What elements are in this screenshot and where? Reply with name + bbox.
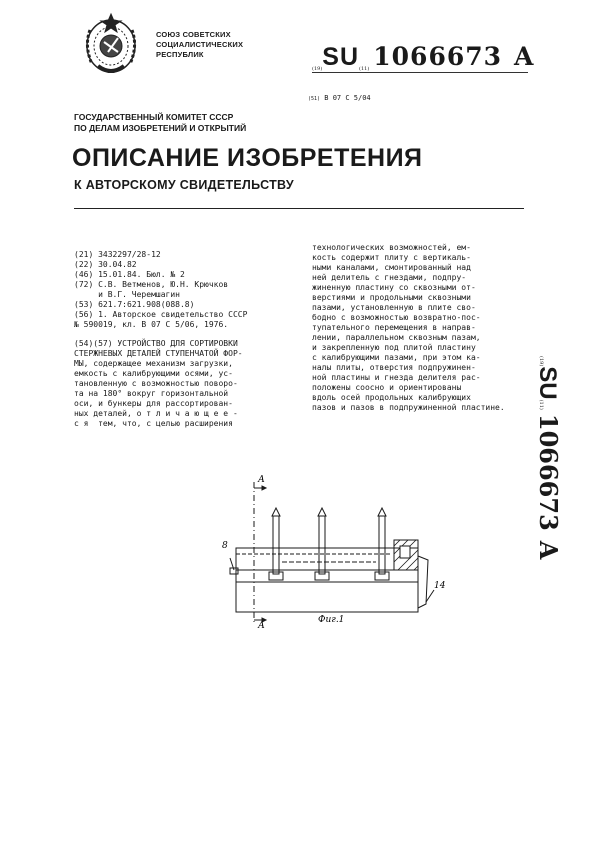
text-line: пазов и пазов в подпружиненной пластине. [312,403,505,412]
text-line: пазами, установленную в плите сво- [312,303,476,312]
text-line: (54)(57) УСТРОЙСТВО ДЛЯ СОРТИРОВКИ [74,339,238,348]
union-name-line: СОЦИАЛИСТИЧЕСКИХ [156,40,244,49]
biblio-line: (53) 621.7:621.908(088.8) [74,300,195,309]
kind-code: A [514,42,534,71]
text-line: кость содержит плиту с вертикаль- [312,253,471,262]
document-title: ОПИСАНИЕ ИЗОБРЕТЕНИЯ [72,144,423,172]
text-line: тупательного перемещения в направ- [312,323,476,332]
ipc-classification [308,94,371,102]
ipc-value: В 07 С 5/04 [324,94,371,102]
claims-text-right [312,243,527,413]
ipc-code: (51) [308,96,321,102]
number-code: (11) [538,399,544,410]
divider [74,208,524,209]
committee-name [74,112,246,134]
text-line: технологических возможностей, ем- [312,243,471,252]
text-line: ной пластины и гнезда делителя рас- [312,373,481,382]
union-name-line: РЕСПУБЛИК [156,50,204,59]
text-line: и закрепленную под плитой пластину [312,343,476,352]
country: SU [322,43,359,71]
committee-line: ПО ДЕЛАМ ИЗОБРЕТЕНИЙ И ОТКРЫТИЙ [74,123,247,133]
biblio-line: и В.Г. Черемшагин [74,290,180,299]
figure-caption: Фиг.1 [318,615,345,625]
biblio-line: № 590019, кл. В 07 С 5/06, 1976. [74,320,229,329]
divider [312,72,528,73]
text-line: налы плиты, отверстия подпружинен- [312,363,476,372]
committee-line: ГОСУДАРСТВЕННЫЙ КОМИТЕТ СССР [74,112,234,122]
country-code: (19) [312,66,323,72]
technical-drawing [222,474,448,630]
text-line: с калибрующими пазами, при этом ка- [312,353,481,362]
union-name-line: СОЮЗ СОВЕТСКИХ [156,30,231,39]
text-line: СТЕРЖНЕВЫХ ДЕТАЛЕЙ СТУПЕНЧАТОЙ ФОР- [74,349,243,358]
label-8: 8 [222,541,228,551]
plate-body [236,548,418,570]
ussr-emblem-icon [76,8,146,80]
biblio-line: (21) 3432297/28-12 [74,250,161,259]
text-line: оси, и бункеры для рассортирован- [74,399,233,408]
text-line: ней делитель с гнездами, подпру- [312,273,467,282]
base-body [236,570,418,612]
publication-number [312,42,534,72]
text-line: ных деталей, о т л и ч а ю щ е е - [74,409,238,418]
text-line: жиненную пластину со сквозными от- [312,283,476,292]
patent-number: 1066673 [534,413,563,531]
union-name [156,30,243,60]
label-a-bottom: А [258,621,265,630]
text-line: емкость с калибрующими осями, ус- [74,369,233,378]
text-line: ными каналами, смонтированный над [312,263,471,272]
part-14 [418,556,428,608]
number-code: (11) [359,66,370,72]
side-publication-number [534,356,563,656]
biblio-line: (72) С.В. Ветменов, Ю.Н. Крючков [74,280,229,289]
claims-text-left [74,339,306,429]
label-a-top: А [258,475,265,485]
bibliographic-data [74,250,247,330]
country-code: (19) [538,356,544,367]
country: SU [534,366,561,400]
text-line: лении, параллельном сквозным пазам, [312,333,481,342]
document-subtitle: К АВТОРСКОМУ СВИДЕТЕЛЬСТВУ [74,178,294,192]
kind-code: A [534,540,563,560]
text-line: положены соосно и ориентированы [312,383,462,392]
label-14: 14 [434,581,446,591]
text-line: тановленную с возможностью поворо- [74,379,238,388]
text-line: МЫ, содержащее механизм загрузки, [74,359,233,368]
text-line: вдоль осей продольных калибрующих [312,393,471,402]
patent-number: 1066673 [373,42,503,71]
biblio-line: (22) 30.04.82 [74,260,137,269]
text-line: с я тем, что, с целью расширения [74,419,233,428]
text-line: та на 180° вокруг горизонтальной [74,389,229,398]
text-line: бодно с возможностью возвратно-пос- [312,313,481,322]
text-line: верстиями и продольными сквозными [312,293,471,302]
biblio-line: (46) 15.01.84. Бюл. № 2 [74,270,185,279]
biblio-line: (56) 1. Авторское свидетельство СССР [74,310,248,319]
rods [269,508,389,580]
